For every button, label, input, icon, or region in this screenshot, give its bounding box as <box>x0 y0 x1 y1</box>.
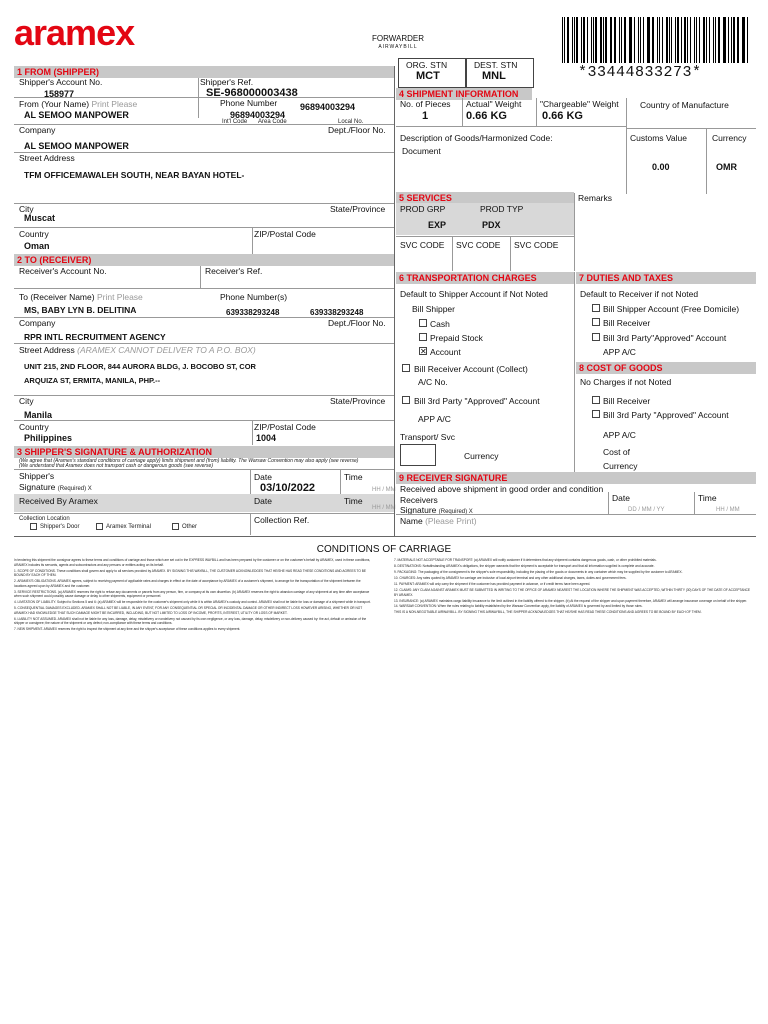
to-city-label: City <box>19 396 34 406</box>
barcode-bar <box>605 17 606 63</box>
cost-bill-3rd-checkbox[interactable] <box>592 410 600 418</box>
barcode-bar <box>690 17 691 63</box>
to-name-value: MS, BABY LYN B. DELITINA <box>24 305 137 315</box>
transport-app-ac-label: APP A/C <box>418 414 451 424</box>
cost-bill-3rd-label: Bill 3rd Party "Approved" Account <box>603 410 729 420</box>
barcode-bar <box>574 17 575 63</box>
barcode-bar <box>624 17 625 63</box>
org-station-label: ORG. STN <box>406 60 448 70</box>
condition-paragraph: 10. CHARGES: Any rates quoted by ARAMEX for carriage are inclusive of local airport terminal and any other additional charges, taxes, duties and government fees. <box>394 575 627 580</box>
receiver-name-label <box>400 516 477 526</box>
transport-currency-label: Currency <box>464 451 499 461</box>
no-charges-label: No Charges if not Noted <box>580 377 672 387</box>
area-code-label: Area Code <box>258 119 287 125</box>
bill-receiver-collect-label: Bill Receiver Account (Collect) <box>414 364 528 374</box>
condition-paragraph: 3. SERVICE RESTRICTIONS. (a) ARAMEX reserves the right to refuse any documents or parcels from any person, firm, or company at its own discretion. (b) ARAMEX reserves the right to abandon carriage of any shipment at any time after acceptance when such shipment could possibly cause damage or delay to other shipments, equipment or personnel. <box>14 589 370 599</box>
barcode-bar <box>718 17 720 63</box>
to-zip-label: ZIP/Postal Code <box>254 422 316 432</box>
barcode-bar <box>647 17 648 63</box>
currency-value: OMR <box>716 162 737 172</box>
from-name-label-text: From (Your Name) <box>19 99 90 109</box>
barcode-bar <box>576 17 577 63</box>
barcode-bar <box>713 17 714 63</box>
aramex-logo: aramex <box>14 12 135 53</box>
intl-code-label: Int'l Code <box>222 119 248 125</box>
from-dept-label: Dept./Floor No. <box>328 125 386 135</box>
shippers-door-checkbox[interactable] <box>30 523 37 530</box>
condition-paragraph: 7. NEW SHIPMENT. ARAMEX reserves the right to inspect the shipment at any time and the shipper's acceptance of these conditions applies to every shipment. <box>14 627 241 632</box>
pieces-label: No. of Pieces <box>400 99 451 109</box>
condition-paragraph: 14. WARSAW CONVENTION: When the rules relating to liability established by the Warsaw Convention apply, the liability of ARAMEX is governed by and limited by those rules. <box>394 604 643 609</box>
received-text: Received above shipment in good order and condition <box>400 484 604 494</box>
prepaid-label: Prepaid Stock <box>430 333 483 343</box>
receivers-label: Receivers <box>400 495 438 505</box>
free-domicile-label: Bill Shipper Account (Free Domicile) <box>603 304 740 314</box>
receiver-name-hint: (Please Print) <box>425 516 477 526</box>
conditions-right-column <box>394 558 754 918</box>
to-name-label <box>19 292 143 302</box>
barcode-bar <box>666 17 668 63</box>
cost-currency-label: Currency <box>603 461 638 471</box>
receiver-name-label-text: Name <box>400 516 423 526</box>
condition-paragraph: 12. CLAIMS: ANY CLAIM AGAINST ARAMEX MUST BE SUBMITTED IN WRITING TO THE OFFICE OF ARAMEX NEAREST THE LOCATION WHERE THE SHIPMENT WAS ACCEPTED, WITHIN THIRTY (30) DAYS OF THE DATE OF ACCEPTANCE BY ARAMEX. <box>394 587 751 597</box>
prod-typ-label: PROD TYP <box>480 204 524 214</box>
actual-weight-value: 0.66 KG <box>466 110 507 122</box>
customs-value-label: Customs Value <box>630 133 688 143</box>
barcode-bar <box>572 17 573 63</box>
to-street-line-1: UNIT 215, 2ND FLOOR, 844 AURORA BLDG, J. BOCOBO ST, COR <box>24 362 256 371</box>
barcode-bar <box>600 17 602 63</box>
cost-bill-receiver-label: Bill Receiver <box>603 396 651 406</box>
section-6-header: 6 TRANSPORTATION CHARGES <box>396 272 574 284</box>
barcode <box>562 17 750 63</box>
barcode-bar <box>724 17 725 63</box>
barcode-bar <box>737 17 739 63</box>
to-name-label-text: To (Receiver Name) <box>19 292 95 302</box>
description-label: Description of Goods/Harmonized Code: <box>400 133 553 143</box>
chargeable-weight-label: "Chargeable" Weight <box>540 99 619 109</box>
from-city-value: Muscat <box>24 213 56 223</box>
condition-paragraph: 6. LIABILITY NOT ASSUMED. ARAMEX shall not be liable for any loss, damage, delay, misdelivery or nondelivery not caused by its own negligence, or any loss, damage, delay, misdelivery or non-delivery caused by: the act, default or omission of the shipper or consignee; the nature of the shipment or any defect; non-compliance with these terms and conditions. <box>14 616 367 626</box>
shipper-disclaimer-1: (We agree that (Aramex's standard conditions of carriage apply) limits shipment and (from) liability. The Warsaw Convention may also apply (see reverse) <box>19 458 359 464</box>
free-domicile-checkbox[interactable] <box>592 304 600 312</box>
section-2-header: 2 TO (RECEIVER) <box>14 254 394 266</box>
collection-location-label: Collection Location <box>19 516 70 522</box>
condition-paragraph: 4. LIMITATION OF LIABILITY. Subject to Sections 5 and 6: (a) ARAMEX will be responsible for the customer's shipment only while it is within ARAMEX's custody and control. ARAMEX shall not be liable for loss or damage of a shipment while in transport. <box>14 600 371 605</box>
dest-station-value: MNL <box>482 70 506 82</box>
account-label: Account <box>430 347 461 357</box>
actual-weight-label: Actual" Weight <box>466 99 522 109</box>
customs-value-value: 0.00 <box>652 162 670 172</box>
barcode-bar <box>593 17 594 63</box>
remarks-label: Remarks <box>578 193 613 203</box>
aramex-terminal-label: Aramex Terminal <box>106 524 151 530</box>
barcode-bar <box>567 17 569 63</box>
bill-3rd-party-checkbox[interactable] <box>402 396 410 404</box>
received-by-aramex-label: Received By Aramex <box>19 496 98 506</box>
description-value: Document <box>402 146 441 156</box>
barcode-bar <box>694 17 695 63</box>
collection-ref-label: Collection Ref. <box>254 515 310 525</box>
prepaid-checkbox[interactable] <box>419 333 427 341</box>
from-state-label: State/Province <box>330 204 386 214</box>
cash-label: Cash <box>430 319 450 329</box>
barcode-bar <box>657 17 658 63</box>
to-phone-1: 639338293248 <box>226 308 280 317</box>
barcode-bar <box>731 17 732 63</box>
shipper-signature-label <box>19 482 92 492</box>
barcode-bar <box>591 17 592 63</box>
prod-grp-label: PROD GRP <box>400 204 446 214</box>
conditions-title: CONDITIONS OF CARRIAGE <box>316 544 452 555</box>
barcode-bar <box>629 17 630 63</box>
barcode-bar <box>648 17 650 63</box>
prod-typ-value: PDX <box>482 220 501 230</box>
section-4-header: 4 SHIPMENT INFORMATION <box>396 88 532 100</box>
bill-receiver-collect-checkbox[interactable] <box>402 364 410 372</box>
shipper-signature-required: (Required) X <box>57 486 92 492</box>
receiver-account-label: Receiver's Account No. <box>19 266 107 276</box>
to-street-line-2: ARQUIZA ST, ERMITA, MANILA, PHP.-- <box>24 376 161 385</box>
cost-bill-receiver-checkbox[interactable] <box>592 396 600 404</box>
receiver-signature-required: (Required) X <box>438 509 473 515</box>
barcode-bar <box>669 17 670 63</box>
receiver-signature-text: Signature <box>400 505 437 515</box>
barcode-bar <box>696 17 697 63</box>
from-name-value: AL SEMOO MANPOWER <box>24 110 129 120</box>
to-street-label <box>19 345 256 355</box>
to-street-hint: (ARAMEX CANNOT DELIVER TO A P.O. BOX) <box>77 345 256 355</box>
to-phone-2: 639338293248 <box>310 308 364 317</box>
section-7-header: 7 DUTIES AND TAXES <box>576 272 756 284</box>
shipper-time-label: Time <box>344 472 363 482</box>
barcode-bar <box>677 17 678 63</box>
to-phone-label: Phone Number(s) <box>220 292 288 302</box>
to-country-label: Country <box>19 422 49 432</box>
barcode-bar <box>562 17 563 63</box>
receiver-ref-label: Receiver's Ref. <box>205 266 263 276</box>
country-of-manufacture-label: Country of Manufacture <box>640 100 729 110</box>
barcode-bar <box>630 17 632 63</box>
barcode-bar <box>643 17 644 63</box>
barcode-bar <box>743 17 744 63</box>
section-1-header: 1 FROM (SHIPPER) <box>14 66 394 78</box>
duties-bill-receiver-checkbox[interactable] <box>592 318 600 326</box>
to-zip-value: 1004 <box>256 433 277 443</box>
condition-paragraph: 1. SCOPE OF CONDITIONS. These conditions shall govern and apply to all services provided by ARAMEX. BY SIGNING THIS WAYBILL, THE CUSTOMER ACKNOWLEDGES THAT HE/SHE HAS READ THESE CONDITIONS AND AGREES TO BE BOUND BY EACH OF THEM. <box>14 568 367 578</box>
barcode-bar <box>652 17 653 63</box>
barcode-bar <box>728 17 729 63</box>
svc-code-3: SVC CODE <box>514 240 559 250</box>
from-phone-1: 96894003294 <box>300 102 356 112</box>
ac-no-label: A/C No. <box>418 377 448 387</box>
shipper-account-label: Shipper's Account No. <box>19 77 103 87</box>
condition-paragraph: 2. ARAMEX'S OBLIGATIONS. ARAMEX agrees, subject to receiving payment of applicable rates and charges in effect on the date of acceptance by ARAMEX of a customer's shipment, to arrange for the transportation of the shipment between the locations agreed upon by ARAMEX and the customer. <box>14 579 361 588</box>
barcode-bar <box>621 17 622 63</box>
from-phone-2: 96894003294 <box>230 110 286 120</box>
barcode-bar <box>634 17 635 63</box>
barcode-bar <box>659 17 660 63</box>
section-8-header: 8 COST OF GOODS <box>576 362 756 374</box>
shipper-date-value: 03/10/2022 <box>260 482 316 494</box>
received-time-hint: HH / MM <box>372 505 396 511</box>
from-company-label: Company <box>19 125 56 135</box>
duties-bill-3rd-label: Bill 3rd Party"Approved" Account <box>603 333 727 343</box>
barcode-bar <box>742 17 743 63</box>
pieces-value: 1 <box>422 110 429 122</box>
barcode-bar <box>675 17 676 63</box>
barcode-bar <box>614 17 616 63</box>
transport-default-label: Default to Shipper Account if Not Noted <box>400 289 548 299</box>
from-name-hint: Print Please <box>91 99 138 109</box>
condition-paragraph: 7. MATERIALS NOT ACCEPTABLE FOR TRANSPORT: (a) ARAMEX will notify customer if it determines that any shipment contains dangerous goods, cash, or other prohibited materials. <box>394 558 657 562</box>
barcode-bar <box>583 17 585 63</box>
shipper-account-value: 158977 <box>44 89 75 99</box>
forwarder-text: FORWARDER <box>372 34 424 43</box>
barcode-bar <box>581 17 582 63</box>
condition-paragraph: THIS IS A NON-NEGOTIABLE AIRWAYBILL. BY SIGNING THIS AIRWAYBILL, THE SHIPPER ACKNOWLEDGES THAT HE/SHE HAS READ THESE CONDITIONS AND AGREES TO BE BOUND BY EACH OF THEM. <box>394 610 702 615</box>
duties-bill-3rd-checkbox[interactable] <box>592 333 600 341</box>
from-city-label: City <box>19 204 34 214</box>
condition-paragraph: 11. PAYMENT: ARAMEX will only carry the shipment if the customer has provided payment in advance, or if credit terms have been agreed. <box>394 581 591 586</box>
condition-paragraph: 5. CONSEQUENTIAL DAMAGES EXCLUDED. ARAMEX SHALL NOT BE LIABLE, IN ANY EVENT, FOR ANY CONSEQUENTIAL OR SPECIAL OR INCIDENTAL DAMAGE OR OTHER INDIRECT LOSS HOWEVER ARISING, WHETHER OR NOT ARAMEX HAD KNOWLEDGE THAT SUCH DAMAGE MIGHT BE INCURRED, INCLUDING, BUT NOT LIMITED TO LOSS OF INCOME, PROFITS, INTEREST, UTILITY OR LOSS OF MARKET. <box>14 606 363 615</box>
barcode-bar <box>703 17 705 63</box>
other-checkbox[interactable] <box>172 523 179 530</box>
barcode-bar <box>611 17 612 63</box>
from-country-value: Oman <box>24 241 50 251</box>
shipper-ref-value: SE-968000003438 <box>206 87 298 99</box>
receiver-time-label: Time <box>698 493 717 503</box>
cost-app-ac-label: APP A/C <box>603 430 636 440</box>
barcode-bar <box>747 17 748 63</box>
barcode-bar <box>564 17 565 63</box>
dest-station-label: DEST. STN <box>474 60 518 70</box>
duties-bill-receiver-label: Bill Receiver <box>603 318 651 328</box>
barcode-bar <box>595 17 596 63</box>
receiver-date-hint: DD / MM / YY <box>628 507 665 513</box>
shippers-label: Shipper's <box>19 471 55 481</box>
transport-svc-label: Transport/ Svc <box>400 432 455 442</box>
to-city-value: Manila <box>24 410 53 420</box>
to-state-label: State/Province <box>330 396 386 406</box>
aramex-terminal-checkbox[interactable] <box>96 523 103 530</box>
barcode-bar <box>681 17 682 63</box>
to-name-hint: Print Please <box>96 292 143 302</box>
shippers-door-label: Shipper's Door <box>40 524 80 530</box>
transport-svc-box[interactable] <box>400 444 436 466</box>
barcode-bar <box>662 17 663 63</box>
org-station-value: MCT <box>416 70 440 82</box>
barcode-bar <box>587 17 588 63</box>
svc-code-1: SVC CODE <box>400 240 445 250</box>
other-label: Other <box>182 524 198 530</box>
received-time-label: Time <box>344 496 363 506</box>
condition-paragraph: 9. PACKAGING: The packaging of the consignment is the shipper's sole responsibility, including the placing of the goods or documents in any container which may be supplied by the customer to ARAMEX. <box>394 569 683 574</box>
shipper-signature-text: Signature <box>19 482 56 492</box>
account-checkbox[interactable] <box>419 347 427 355</box>
section-3-header: 3 SHIPPER'S SIGNATURE & AUTHORIZATION <box>14 446 394 458</box>
currency-label: Currency <box>712 133 747 143</box>
awb-number: *33444833273* <box>578 64 702 81</box>
chargeable-weight-value: 0.66 KG <box>542 110 583 122</box>
barcode-bar <box>699 17 700 63</box>
from-street-label: Street Address <box>19 153 75 163</box>
duties-default-label: Default to Receiver if not Noted <box>580 289 699 299</box>
barcode-bar <box>619 17 620 63</box>
prod-grp-value: EXP <box>428 220 447 230</box>
receiver-time-hint: HH / MM <box>716 507 740 513</box>
condition-paragraph: 8. DESTINATIONS: Notwithstanding ARAMEX's obligations, the shipper warrants that the shipment is acceptable for transport and that all information supplied is complete and accurate. <box>394 563 655 568</box>
received-date-label: Date <box>254 496 272 506</box>
barcode-bar <box>706 17 707 63</box>
barcode-bar <box>638 17 639 63</box>
barcode-bar <box>640 17 641 63</box>
to-country-value: Philippines <box>24 433 73 443</box>
barcode-bar <box>684 17 686 63</box>
section-9-header: 9 RECEIVER SIGNATURE <box>396 472 756 484</box>
barcode-bar <box>687 17 688 63</box>
barcode-bar <box>715 17 716 63</box>
to-company-value: RPR INTL RECRUITMENT AGENCY <box>24 332 166 342</box>
receiver-date-label: Date <box>612 493 630 503</box>
shipper-ref-label: Shipper's Ref. <box>200 77 254 87</box>
airwaybill-text: AIRWAYBILL <box>378 44 418 50</box>
svc-code-2: SVC CODE <box>456 240 501 250</box>
from-company-value: AL SEMOO MANPOWER <box>24 141 129 151</box>
from-name-label <box>19 99 137 109</box>
shipper-time-hint: HH / MM <box>372 487 396 493</box>
barcode-bar <box>709 17 710 63</box>
to-company-label: Company <box>19 318 56 328</box>
local-no-label: Local No. <box>338 119 364 125</box>
condition-paragraph: 13. INSURANCE: (a) ARAMEX maintains cargo liability insurance to the limit outlined in the liability offered to the shipper. (b) At the request of the shipper and upon payment therefore, ARAMEX will arrange insurance coverage on behalf of the shipper. <box>394 598 748 603</box>
barcode-bar <box>733 17 734 63</box>
conditions-left-column <box>14 558 374 918</box>
cash-checkbox[interactable] <box>419 319 427 327</box>
bill-3rd-party-label: Bill 3rd Party "Approved" Account <box>414 396 540 406</box>
forwarder-label <box>372 34 424 52</box>
from-street-value: TFM OFFICEMAWALEH SOUTH, NEAR BAYAN HOTEL- <box>24 170 245 180</box>
from-zip-label: ZIP/Postal Code <box>254 229 316 239</box>
from-country-label: Country <box>19 229 49 239</box>
to-dept-label: Dept./Floor No. <box>328 318 386 328</box>
duties-app-ac-label: APP A/C <box>603 347 636 357</box>
barcode-bar <box>723 17 724 63</box>
to-street-label-text: Street Address <box>19 345 75 355</box>
section-5-header: 5 SERVICES <box>396 192 574 204</box>
bill-shipper-label: Bill Shipper <box>412 304 455 314</box>
barcode-bar <box>610 17 611 63</box>
shipper-date-label: Date <box>254 472 272 482</box>
barcode-bar <box>671 17 672 63</box>
cost-of-label: Cost of <box>603 447 630 457</box>
from-phone-label: Phone Number <box>220 98 278 108</box>
barcode-bar <box>603 17 604 63</box>
shipper-disclaimer-2: (We understand that Aramex does not transport cash or dangerous goods (see reverse) <box>19 463 213 469</box>
condition-paragraph: In tendering this shipment the consignor agrees to these terms and conditions of carriage and those which are set out in the EXPRESS WAYBILL and has been prepared by the customer or on the customer's behalf by ARAMEX, used in these conditions, ARAMEX includes its servants, agents and subcontractors and any persons or entities acting on its behalf. <box>14 558 371 567</box>
